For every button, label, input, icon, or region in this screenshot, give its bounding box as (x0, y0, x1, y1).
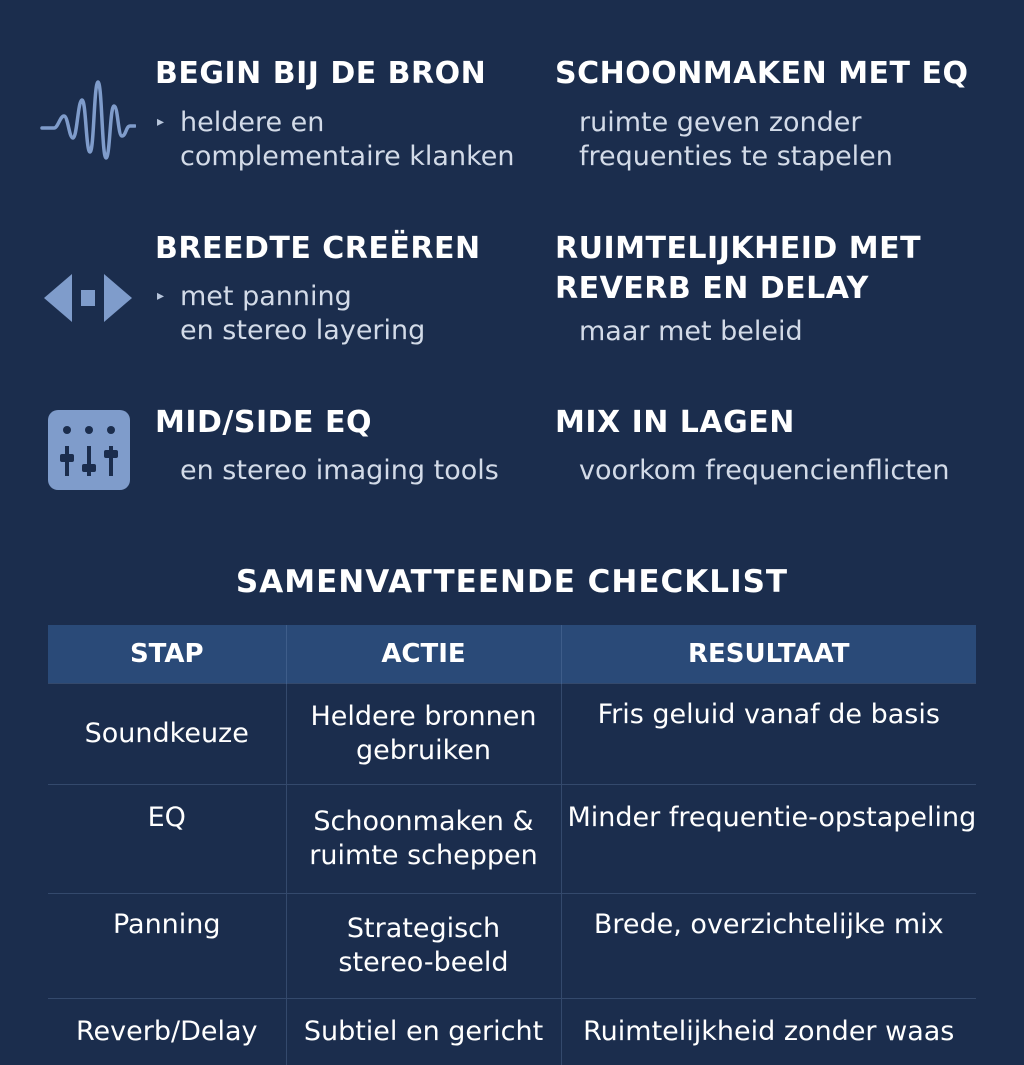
bullet-icon: ▸ (157, 288, 164, 304)
cell-actie: Strategisch stereo-beeld (286, 894, 561, 999)
waveform-icon (40, 78, 136, 164)
section-title-eq: SCHOONMAKEN MET EQ (555, 54, 968, 94)
checklist-title: SAMENVATTEENDE CHECKLIST (0, 560, 1024, 604)
section-desc-bron: heldere en complementaire klanken (180, 106, 514, 174)
section-desc-eq: ruimte geven zonder frequenties te stapelen (579, 106, 893, 174)
bullet-icon: ▸ (157, 114, 164, 130)
table-row (48, 785, 976, 894)
section-desc-breedte: met panning en stereo layering (180, 280, 425, 348)
mixer-sliders-icon (48, 410, 130, 490)
table-header-row (48, 625, 976, 684)
cell-resultaat: Brede, overzichtelijke mix (561, 894, 976, 999)
cell-actie: Heldere bronnen gebruiken (286, 684, 561, 785)
table-row (48, 894, 976, 999)
cell-stap: Soundkeuze (48, 684, 286, 785)
cell-resultaat: Minder frequentie-opstapeling (561, 785, 976, 894)
cell-stap: Reverb/Delay (48, 999, 286, 1065)
section-desc-ruimtelijkheid: maar met beleid (579, 315, 803, 349)
header-actie: ACTIE (286, 625, 561, 684)
section-title-midside: MID/SIDE EQ (155, 403, 372, 443)
cell-resultaat: Fris geluid vanaf de basis (561, 684, 976, 785)
cell-resultaat: Ruimtelijkheid zonder waas (561, 999, 976, 1065)
section-title-lagen: MIX IN LAGEN (555, 403, 795, 443)
section-title-breedte: BREEDTE CREËREN (155, 229, 481, 269)
section-desc-midside: en stereo imaging tools (180, 454, 499, 488)
cell-actie: Schoonmaken & ruimte scheppen (286, 785, 561, 894)
table-row (48, 999, 976, 1065)
checklist-table (48, 625, 976, 1065)
cell-actie: Subtiel en gericht (286, 999, 561, 1065)
section-title-ruimtelijkheid: RUIMTELIJKHEID MET REVERB EN DELAY (555, 229, 921, 309)
header-stap: STAP (48, 625, 286, 684)
cell-stap: Panning (48, 894, 286, 999)
stereo-width-icon (42, 270, 134, 326)
cell-stap: EQ (48, 785, 286, 894)
header-resultaat: RESULTAAT (561, 625, 976, 684)
table-row (48, 684, 976, 785)
section-title-bron: BEGIN BIJ DE BRON (155, 54, 486, 94)
section-desc-lagen: voorkom frequencienflicten (579, 454, 950, 488)
